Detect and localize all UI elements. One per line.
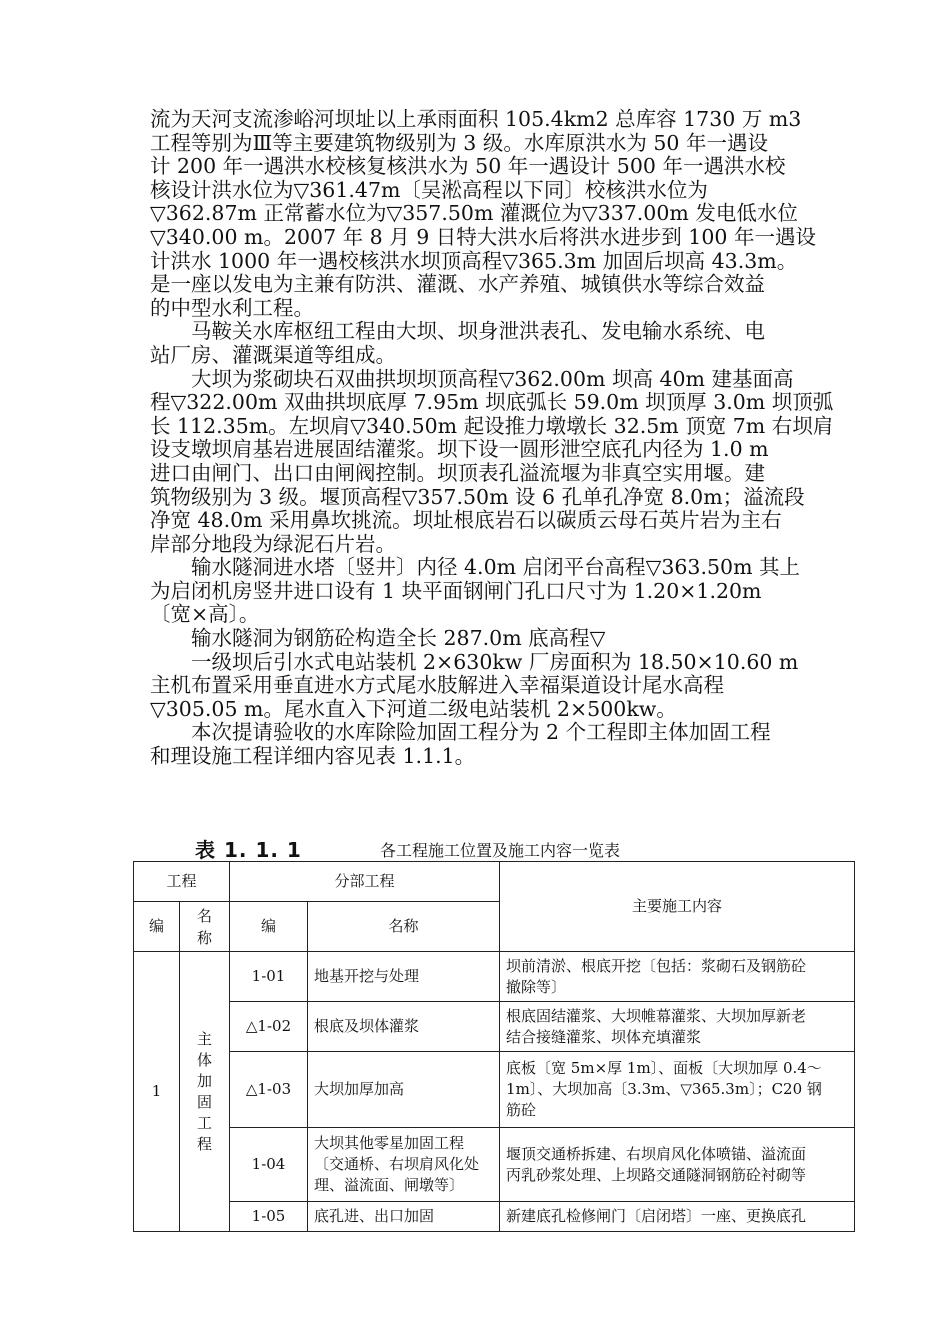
text-line: 马鞍关水库枢纽工程由大坝、坝身泄洪表孔、发电输水系统、电	[150, 319, 765, 344]
table-row	[134, 1128, 855, 1202]
project-name-char: 加	[197, 1071, 213, 1090]
table-number: 表 1. 1. 1	[195, 838, 302, 862]
body-text	[150, 107, 834, 769]
header-name-char: 名	[197, 906, 213, 925]
text-line: 岸部分地段为绿泥石片岩。	[150, 531, 396, 556]
project-name-char: 固	[197, 1092, 213, 1111]
row-code: △1-02	[230, 1002, 308, 1052]
row-name-line: 理、溢流面、闸墩等〕	[314, 1176, 465, 1194]
text-line: 输水隧洞为钢筋砼构造全长 287.0m 底高程▽	[150, 626, 606, 651]
row-name	[308, 952, 500, 1002]
header-sub-project: 分部工程	[230, 862, 500, 902]
row-content-line: 底板〔宽 5m×厚 1m〕、面板〔大坝加厚 0.4～	[506, 1059, 822, 1077]
text-line: 和理设施工程详细内容见表 1.1.1。	[150, 744, 476, 769]
header-sub-code: 编	[230, 902, 308, 952]
row-name	[308, 1128, 500, 1202]
row-content	[500, 1128, 855, 1202]
text-line: 是一座以发电为主兼有防洪、灌溉、水产养殖、城镇供水等综合效益	[150, 272, 765, 297]
project-name-char: 工	[197, 1113, 213, 1132]
text-line: 工程等别为Ⅲ等主要建筑物级别为 3 级。水库原洪水为 50 年一遇设	[150, 130, 768, 155]
header-code: 编	[134, 902, 180, 952]
row-name	[308, 1202, 500, 1232]
project-name-char: 主	[197, 1029, 213, 1048]
row-content	[500, 1202, 855, 1232]
text-line: 站厂房、灌溉渠道等组成。	[150, 342, 396, 367]
row-content	[500, 1002, 855, 1052]
row-content-line: 1m〕、大坝加高〔3.3m、▽365.3m〕；C20 钢	[506, 1080, 822, 1098]
text-line: 计 200 年一遇洪水校核复核洪水为 50 年一遇设计 500 年一遇洪水校	[150, 154, 786, 179]
table-caption	[195, 834, 845, 862]
row-content-line: 丙乳砂浆处理、上坝路交通隧洞钢筋砼衬砌等	[506, 1165, 807, 1184]
text-line: 进口由闸门、出口由闸阀控制。坝顶表孔溢流堰为非真空实用堰。建	[150, 460, 765, 485]
header-sub-name: 名称	[308, 902, 500, 952]
text-line: ▽340.00 m。2007 年 8 月 9 日特大洪水后将洪水进步到 100 年一遇设	[150, 224, 816, 249]
row-name-line: 大坝加厚加高	[314, 1080, 405, 1098]
row-content	[500, 952, 855, 1002]
table-row	[134, 1002, 855, 1052]
row-content-line: 结合接缝灌浆、坝体充填灌浆	[506, 1027, 702, 1046]
project-name-char: 体	[197, 1050, 213, 1069]
text-line: 长 112.35m。左坝肩▽340.50m 起设推力墩墩长 32.5m 顶宽 7m 右坝肩	[150, 413, 834, 438]
row-name-line: 〔交通桥、右坝肩风化处	[314, 1155, 480, 1173]
row-name-line: 底孔进、出口加固	[314, 1207, 435, 1225]
row-content-line: 根底固结灌浆、大坝帷幕灌浆、大坝加厚新老	[506, 1006, 807, 1025]
text-line: 为启闭机房竖井进口设有 1 块平面钢闸门孔口尺寸为 1.20×1.20m	[150, 578, 762, 603]
project-name	[180, 952, 230, 1232]
row-content	[500, 1052, 855, 1128]
header-name-char: 称	[197, 928, 213, 947]
row-name-line: 根底及坝体灌浆	[314, 1017, 420, 1035]
text-line: 程▽322.00m 双曲拱坝底厚 7.95m 坝底弧长 59.0m 坝顶厚 3.0m 坝顶弧	[150, 390, 834, 415]
row-content-line: 新建底孔检修闸门〔启闭塔〕一座、更换底孔	[506, 1207, 807, 1225]
table-row	[134, 1202, 855, 1232]
row-code: 1-04	[230, 1128, 308, 1202]
row-name-line: 大坝其他零星加固工程	[314, 1134, 465, 1152]
text-line: 一级坝后引水式电站装机 2×630kw 厂房面积为 18.50×10.60 m	[150, 649, 799, 674]
text-line: 筑物级别为 3 级。堰顶高程▽357.50m 设 6 孔单孔净宽 8.0m；溢流段	[150, 484, 805, 509]
text-line: 的中型水利工程。	[150, 295, 314, 320]
header-project: 工程	[134, 862, 230, 902]
row-content-line: 堰顶交通桥拆建、右坝肩风化体喷锚、溢流面	[506, 1144, 807, 1163]
table-row	[134, 952, 855, 1002]
project-name-char: 程	[197, 1134, 213, 1153]
table-title: 各工程施工位置及施工内容一览表	[380, 841, 621, 860]
header-name	[180, 902, 230, 952]
table-header-row	[134, 862, 855, 902]
row-content-line: 筋砼	[506, 1101, 537, 1119]
text-line: 核设计洪水位为▽361.47m〔吴淞高程以下同〕校核洪水位为	[150, 177, 708, 202]
row-code: 1-01	[230, 952, 308, 1002]
row-name	[308, 1002, 500, 1052]
text-line: ▽305.05 m。尾水直入下河道二级电站装机 2×500kw。	[150, 696, 677, 721]
row-content-line: 坝前清淤、根底开挖〔包括：浆砌石及钢筋砼	[506, 956, 807, 975]
work-table	[133, 861, 855, 1232]
text-line: 净宽 48.0m 采用鼻坎挑流。坝址根底岩石以碳质云母石英片岩为主右	[150, 508, 782, 533]
text-line: 计洪水 1000 年一遇校核洪水坝顶高程▽365.3m 加固后坝高 43.3m。	[150, 248, 798, 273]
row-code: △1-03	[230, 1052, 308, 1128]
table-row	[134, 1052, 855, 1128]
text-line: 流为天河支流渗峪河坝址以上承雨面积 105.4km2 总库容 1730 万 m3	[150, 107, 802, 131]
row-name	[308, 1052, 500, 1128]
text-line: 〔宽×高〕。	[150, 602, 260, 627]
header-main-content: 主要施工内容	[500, 862, 855, 952]
project-code: 1	[134, 952, 180, 1232]
text-line: ▽362.87m 正常蓄水位为▽357.50m 灌溉位为▽337.00m 发电低水位	[150, 201, 798, 226]
row-name-line: 地基开挖与处理	[314, 967, 420, 985]
text-line: 输水隧洞进水塔〔竖井〕内径 4.0m 启闭平台高程▽363.50m 其上	[150, 555, 801, 580]
text-line: 本次提请验收的水库除险加固工程分为 2 个工程即主体加固工程	[150, 720, 771, 745]
text-line: 设支墩坝肩基岩进展固结灌浆。坝下设一圆形泄空底孔内径为 1.0 m	[150, 437, 769, 462]
row-code: 1-05	[230, 1202, 308, 1232]
row-content-line: 撤除等〕	[506, 977, 567, 996]
text-line: 主机布置采用垂直进水方式尾水肢解进入幸福渠道设计尾水高程	[150, 673, 724, 698]
text-line: 大坝为浆砌块石双曲拱坝坝顶高程▽362.00m 坝高 40m 建基面高	[150, 366, 794, 391]
